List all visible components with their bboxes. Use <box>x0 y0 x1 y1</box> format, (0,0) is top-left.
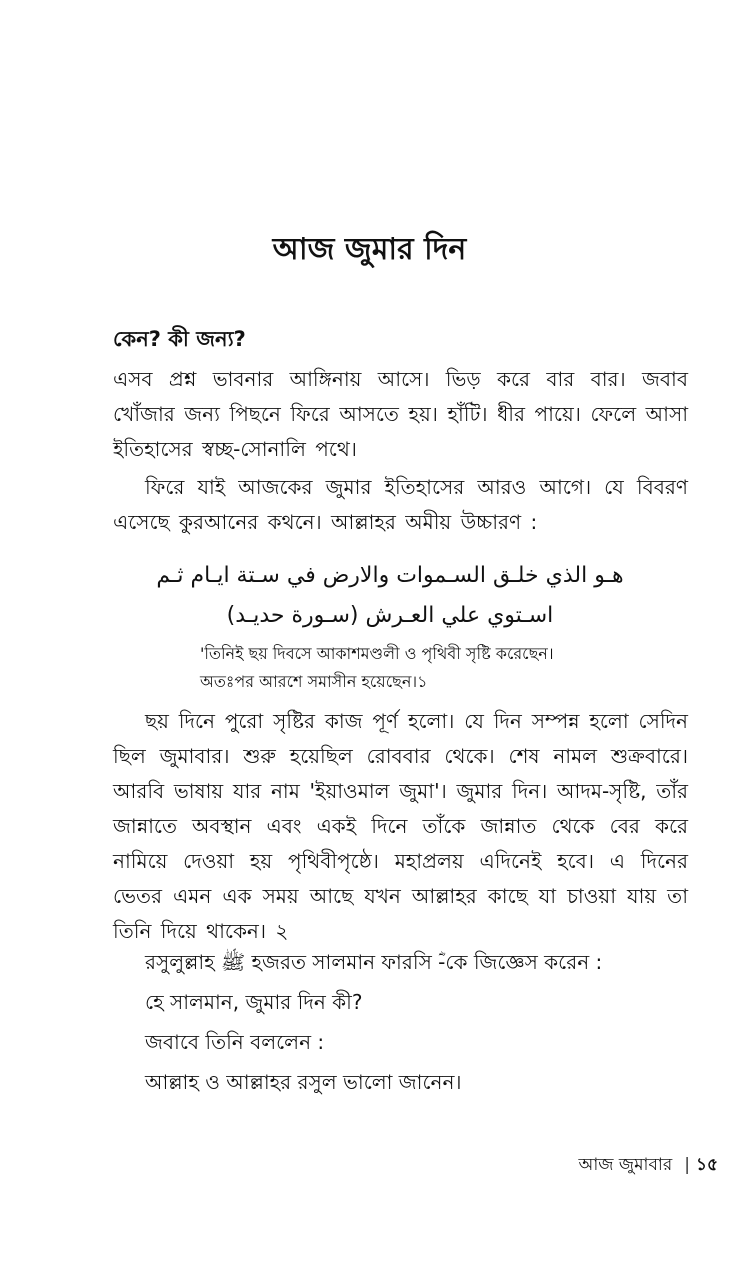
dialogue-line-1: রসুলুল্লাহ ﷺ হজরত সালমান ফারসি ؓ-কে জিজ্ঞেস করেন : <box>145 950 603 974</box>
dialogue-line-4: আল্লাহ ও আল্লাহর রসুল ভালো জানেন। <box>145 1070 462 1094</box>
page-number: ১৫ <box>695 1155 718 1175</box>
chapter-title: আজ জুমার দিন <box>272 232 467 267</box>
translation-line-2: অতঃপর আরশে সমাসীন হয়েছেন।১ <box>200 672 428 691</box>
dialogue-line-3: জবাবে তিনি বললেন : <box>145 1030 325 1054</box>
quran-arabic-line-2: اسـتوي علي العـرش (سـورة حديـد) <box>226 603 554 628</box>
dialogue-line-2: হে সালমান, জুমার দিন কী? <box>145 990 363 1014</box>
paragraph-1: এসব প্রশ্ন ভাবনার আঙ্গিনায় আসে। ভিড় করে বার বার। জবাব খোঁজার জন্য পিছনে ফিরে আসতে হয়। হাঁটি। ধীর পায়ে। ফেলে আসা ইতিহাসের স্বচ্ছ-সোনালি পথে। <box>113 367 688 461</box>
quran-arabic-line-1: هـو الذي خلـق السـموات والارض في سـتة ايـام ثـم <box>156 563 624 588</box>
page-footer <box>0 1153 718 1177</box>
footer-separator: | <box>684 1155 690 1175</box>
paragraph-3: ছয় দিনে পুরো সৃষ্টির কাজ পূর্ণ হলো। যে দিন সম্পন্ন হলো সেদিন ছিল জুমাবার। শুরু হয়েছিল রোববার থেকে। শেষ নামল শুক্রবারে। আরবি ভাষায় যার নাম 'ইয়াওমাল জুমা'। জুমার দিন। আদম-সৃষ্টি, তাঁর জান্নাতে অবস্থান এবং একই দিনে তাঁকে জান্নাত থেকে বের করে নামিয়ে দেওয়া হয় পৃথিবীপৃষ্ঠে। মহাপ্রলয় এদিনেই হবে। এ দিনের ভেতর এমন এক সময় আছে যখন আল্লাহর কাছে যা চাওয়া যায় তা তিনি দিয়ে থাকেন। ২ <box>113 709 688 943</box>
running-title: আজ জুমাবার <box>578 1155 673 1175</box>
quran-translation <box>200 640 660 696</box>
opening-question: কেন? কী জন্য? <box>113 327 246 351</box>
translation-line-1: 'তিনিই ছয় দিবসে আকাশমণ্ডলী ও পৃথিবী সৃষ্টি করেছেন। <box>200 644 554 663</box>
paragraph-2: ফিরে যাই আজকের জুমার ইতিহাসের আরও আগে। যে বিবরণ এসেছে কুরআনের কথনে। আল্লাহর অমীয় উচ্চারণ : <box>113 475 688 534</box>
